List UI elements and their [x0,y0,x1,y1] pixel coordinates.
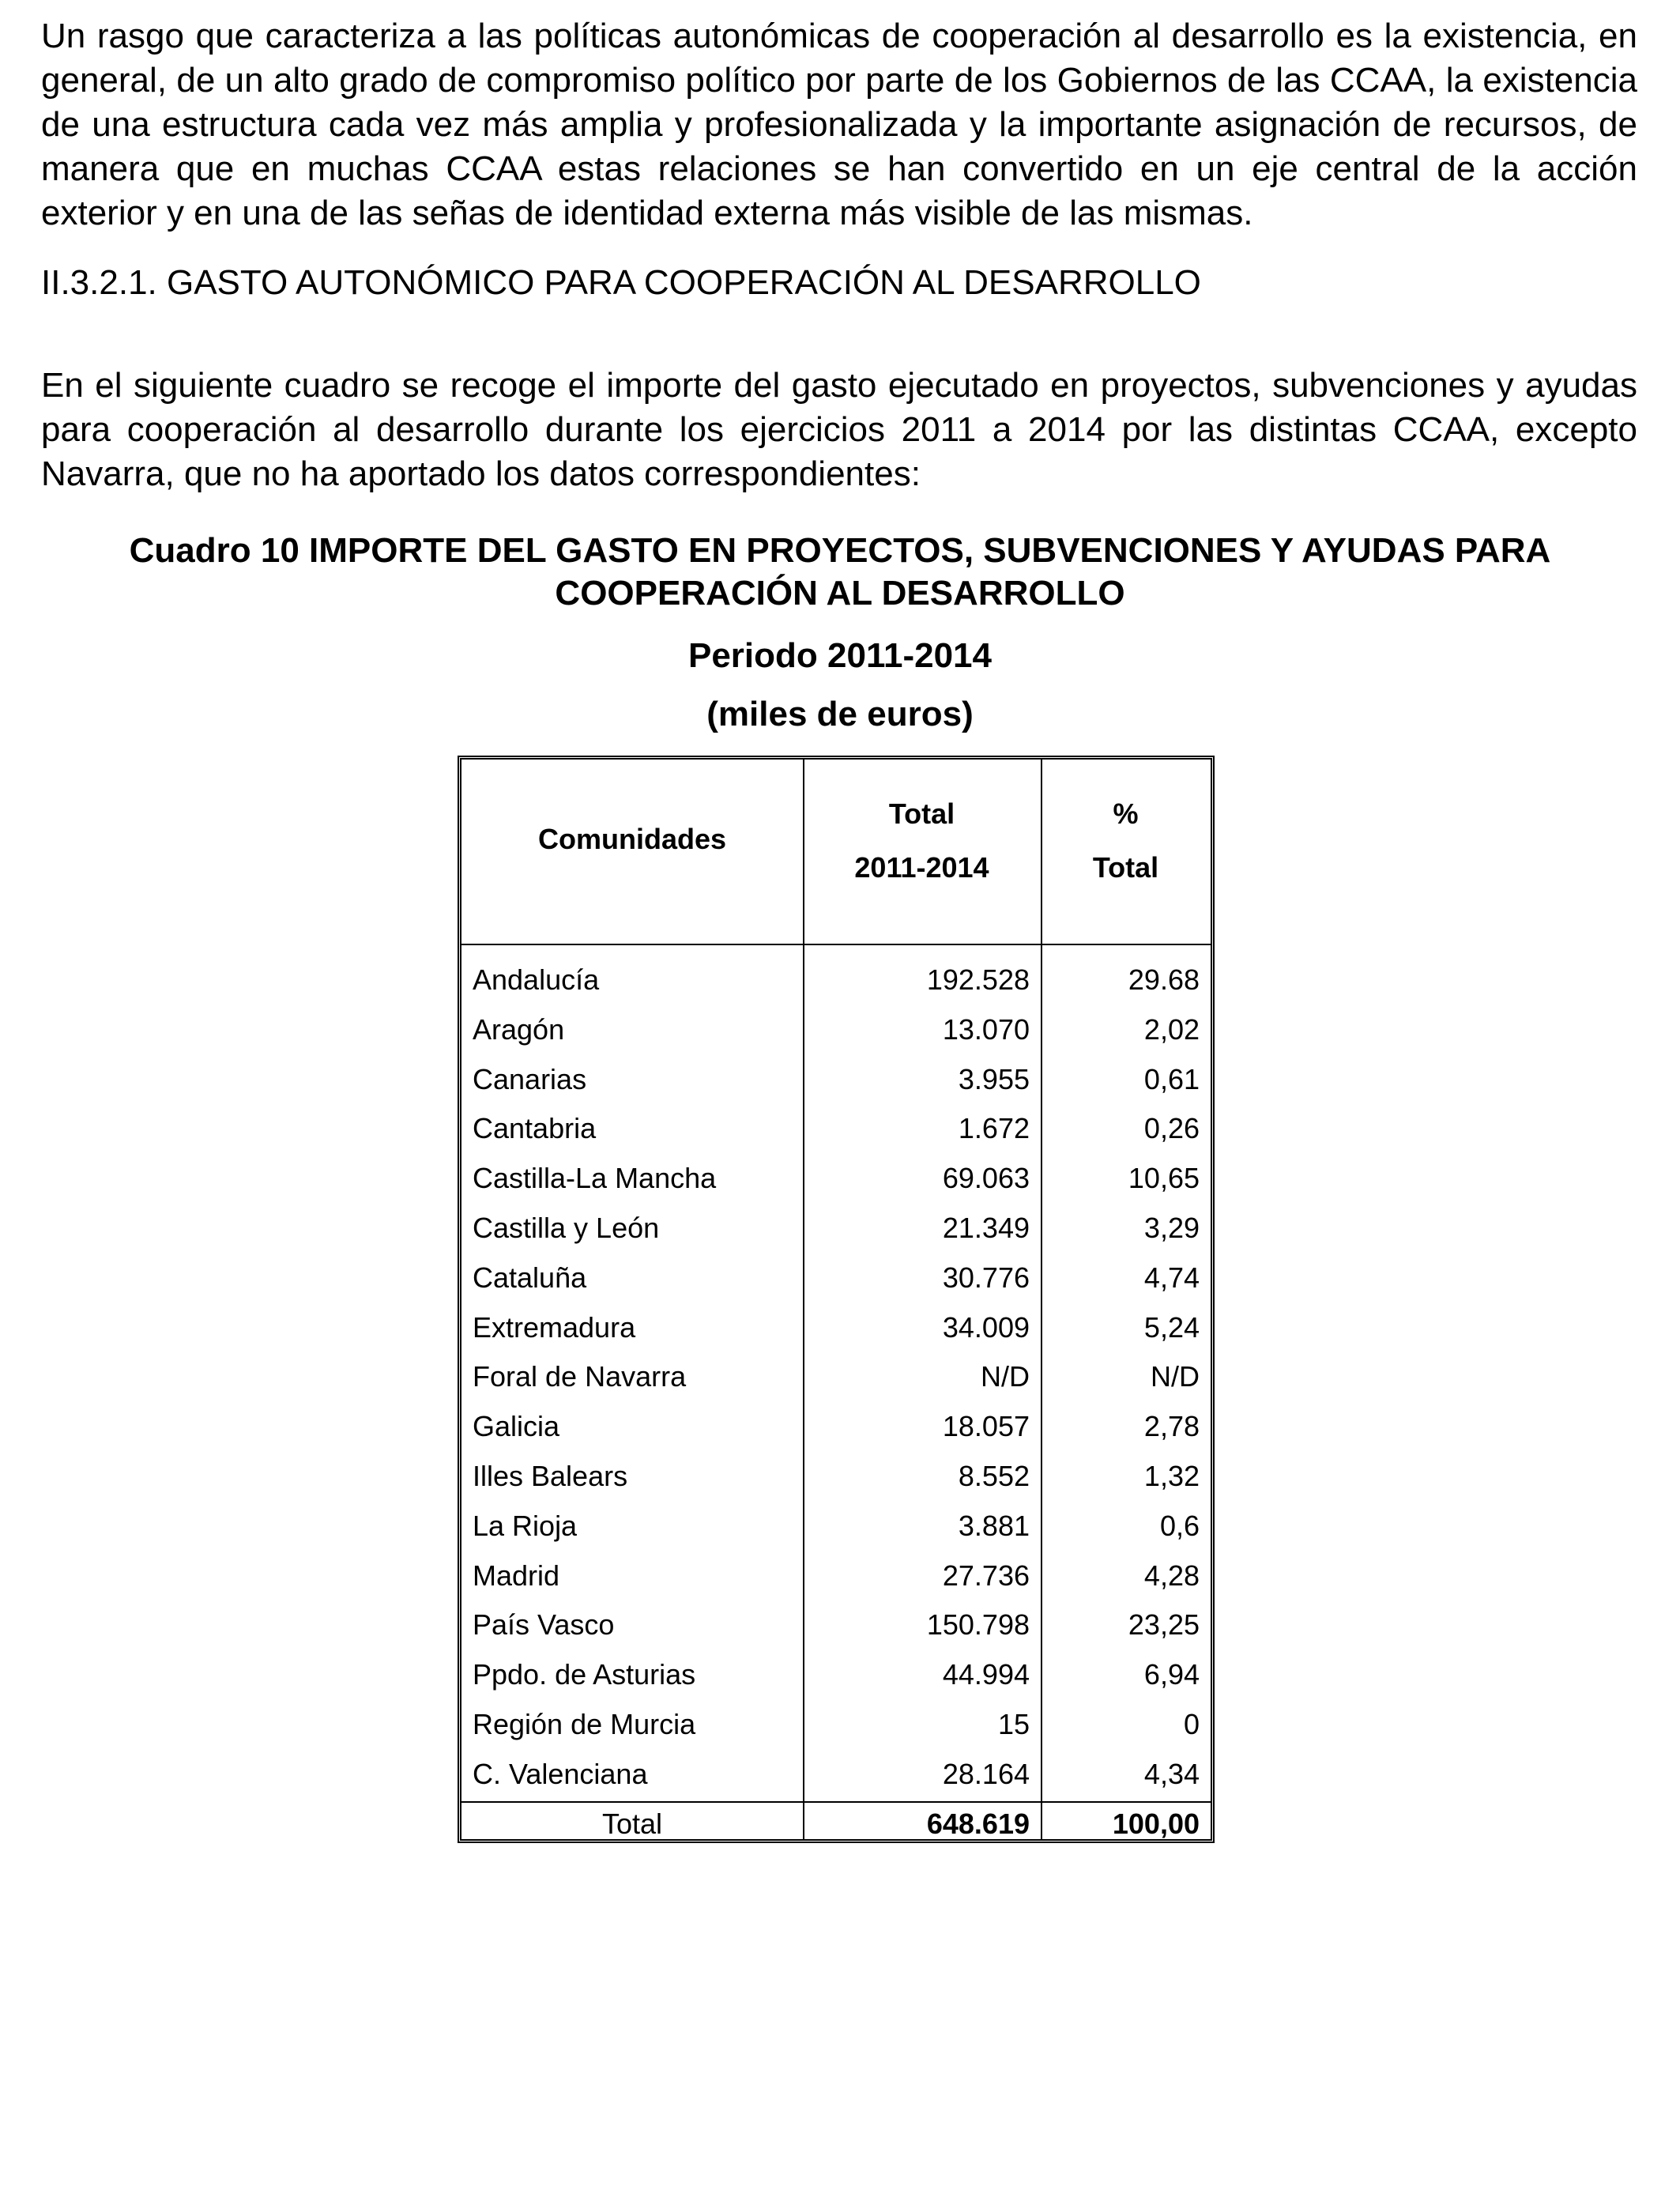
row-name: Aragón [473,1012,565,1046]
table-row [461,1311,1211,1361]
table-row [461,1758,1211,1808]
row-total: 3.881 [958,1509,1030,1542]
row-name: Canarias [473,1062,587,1095]
section-heading: II.3.2.1. GASTO AUTONÓMICO PARA COOPERACIÓN AL DESARROLLO [41,263,1201,302]
row-percent: 0,6 [1159,1509,1200,1542]
row-percent: 3,29 [1143,1211,1200,1244]
table-row [461,1460,1211,1510]
table-row [461,1112,1211,1162]
row-total: 3.955 [958,1062,1030,1095]
row-percent: 2,02 [1143,1012,1200,1046]
row-total: 34.009 [942,1310,1030,1344]
row-name: Región de Murcia [473,1707,696,1740]
row-name: La Rioja [473,1509,578,1542]
row-name: Cantabria [473,1112,597,1145]
row-percent: 4,28 [1143,1559,1200,1592]
row-name: País Vasco [473,1608,615,1642]
row-percent: 6,94 [1143,1658,1200,1691]
table-body [461,963,1211,1808]
table-title: Cuadro 10 IMPORTE DEL GASTO EN PROYECTOS, SUBVENCIONES Y AYUDAS PARA COOPERACIÓN AL DESARROLLO [129,531,1551,613]
row-name: Cataluña [473,1261,587,1294]
table-row [461,1162,1211,1212]
row-total: 15 [997,1707,1030,1740]
table-period: Periodo 2011-2014 [687,636,992,675]
row-percent: N/D [1151,1360,1200,1393]
row-total: 27.736 [942,1559,1030,1592]
table-total-row [461,1804,1211,1839]
row-percent: 2,78 [1143,1410,1200,1443]
row-total: 44.994 [942,1658,1030,1691]
row-percent: 4,74 [1143,1261,1200,1294]
row-name: Ppdo. de Asturias [473,1658,696,1691]
row-total: 8.552 [958,1459,1030,1492]
row-total: 30.776 [942,1261,1030,1294]
row-name: Andalucía [473,963,600,996]
table-row [461,1608,1211,1658]
header-comunidades: Comunidades [537,823,727,855]
header-divider [461,944,1211,945]
row-percent: 29.68 [1128,963,1200,996]
total-percent: 100,00 [1112,1808,1200,1840]
row-name: Foral de Navarra [473,1360,687,1393]
row-total: 150.798 [926,1608,1030,1642]
table-row [461,1063,1211,1113]
row-percent: 10,65 [1128,1162,1200,1195]
table-row [461,1360,1211,1410]
row-total: 18.057 [942,1410,1030,1443]
table-units: (miles de euros) [706,695,974,733]
row-name: C. Valenciana [473,1757,648,1790]
row-name: Madrid [473,1559,560,1592]
table-row [461,1212,1211,1261]
table-intro-paragraph: En el siguiente cuadro se recoge el importe del gasto ejecutado en proyectos, subvenciones y ayudas para cooperación al desarrollo durante los ejercicios 2011 a 2014 por las distintas CCAA, excepto Navarra, que no ha aportado los datos correspondientes: [41,366,1637,493]
header-total-period: 2011-2014 [854,851,989,884]
header-total: Total [888,797,955,830]
header-percent-total: Total [1092,851,1159,884]
intro-paragraph: Un rasgo que caracteriza a las políticas autonómicas de cooperación al desarrollo es la existencia, en general, de un alto grado de compromiso político por parte de los Gobiernos de las CCAA, la existencia de una estructura cada vez más amplia y profesionalizada y la importante asignación de recursos, de manera que en muchas CCAA estas relaciones se han convertido en un eje central de la acción exterior y en una de las señas de identidad externa más visible de las mismas. [41,17,1637,232]
row-percent: 5,24 [1143,1310,1200,1344]
row-percent: 4,34 [1143,1757,1200,1790]
total-label: Total [601,1808,663,1840]
total-value: 648.619 [926,1808,1030,1840]
table-row [461,963,1211,1013]
table-row [461,1410,1211,1460]
row-name: Galicia [473,1410,560,1443]
data-table [458,756,1215,1843]
row-total: 21.349 [942,1211,1030,1244]
table-row [461,1510,1211,1559]
row-name: Castilla y León [473,1211,660,1244]
header-percent: % [1113,797,1139,830]
table-row [461,1658,1211,1708]
row-percent: 23,25 [1128,1608,1200,1642]
row-total: 28.164 [942,1757,1030,1790]
row-name: Extremadura [473,1310,636,1344]
row-percent: 0,26 [1143,1112,1200,1145]
row-name: Illes Balears [473,1459,628,1492]
row-total: N/D [981,1360,1030,1393]
table-row [461,1559,1211,1609]
table-row [461,1708,1211,1758]
row-percent: 1,32 [1143,1459,1200,1492]
row-percent: 0 [1183,1707,1200,1740]
row-total: 1.672 [958,1112,1030,1145]
row-total: 69.063 [942,1162,1030,1195]
row-name: Castilla-La Mancha [473,1162,717,1195]
row-total: 192.528 [926,963,1030,996]
row-percent: 0,61 [1143,1062,1200,1095]
table-row [461,1013,1211,1063]
row-total: 13.070 [942,1012,1030,1046]
table-row [461,1261,1211,1311]
